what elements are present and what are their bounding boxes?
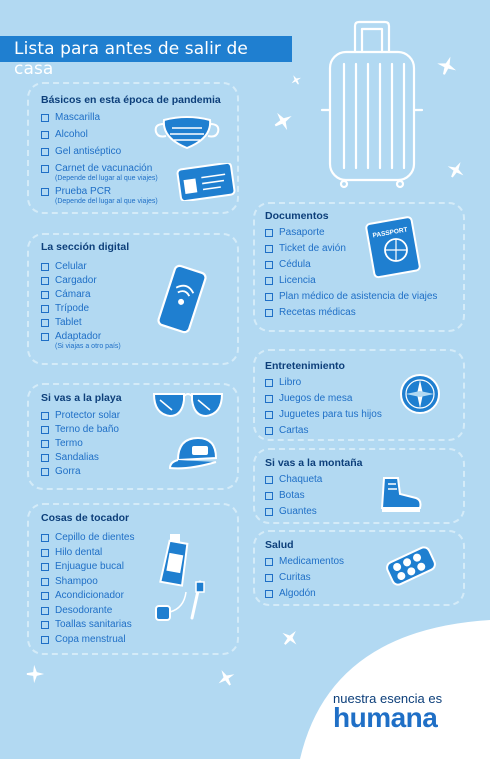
list-item[interactable]: Botas: [265, 490, 322, 506]
page-title: Lista para antes de salir de casa: [14, 39, 248, 79]
list-item[interactable]: Gel antiséptico: [41, 146, 158, 163]
list-item[interactable]: Juguetes para tus hijos: [265, 409, 382, 425]
list-item[interactable]: Carnet de vacunación (Depende del lugar al que viajes): [41, 163, 158, 186]
list-item[interactable]: Chaqueta: [265, 474, 322, 490]
compass-icon: [398, 372, 442, 416]
checklist-pandemia: [41, 112, 158, 209]
checklist-playa: [41, 410, 120, 480]
section-title-entretenimiento: Entretenimiento: [265, 360, 345, 372]
toothbrush-icon: [152, 578, 210, 624]
list-item[interactable]: Terno de baño: [41, 424, 120, 438]
id-card-icon: [176, 163, 236, 201]
checkbox[interactable]: [41, 319, 49, 327]
list-item[interactable]: Copa menstrual: [41, 634, 135, 649]
list-item[interactable]: Tablet: [41, 317, 121, 331]
list-item[interactable]: Adaptador (Si viajas a otro país): [41, 331, 121, 353]
checkbox[interactable]: [41, 131, 49, 139]
checkbox[interactable]: [41, 578, 49, 586]
sunglasses-icon: [150, 388, 226, 424]
checkbox[interactable]: [265, 309, 273, 317]
list-item[interactable]: Ticket de avión: [265, 243, 437, 259]
list-item[interactable]: Mascarilla: [41, 112, 158, 129]
brand-tagline: nuestra esencia es: [333, 691, 443, 706]
section-title-documentos: Documentos: [265, 210, 329, 222]
checkbox[interactable]: [41, 440, 49, 448]
list-item[interactable]: Toallas sanitarias: [41, 619, 135, 634]
checkbox[interactable]: [41, 305, 49, 313]
suitcase-icon: [318, 18, 426, 190]
list-item[interactable]: Algodón: [265, 588, 344, 604]
checkbox[interactable]: [265, 245, 273, 253]
title-banner: [0, 36, 292, 79]
list-item[interactable]: Cargador: [41, 275, 121, 289]
section-title-salud: Salud: [265, 539, 294, 551]
checkbox[interactable]: [265, 427, 273, 435]
checklist-digital: [41, 261, 121, 353]
section-title-tocador: Cosas de tocador: [41, 512, 130, 524]
list-item[interactable]: Libro: [265, 377, 382, 393]
airplane-icon: [272, 110, 294, 132]
list-item[interactable]: Cámara: [41, 289, 121, 303]
checkbox[interactable]: [41, 426, 49, 434]
checklist-salud: [265, 556, 344, 604]
checkbox[interactable]: [265, 574, 273, 582]
list-item[interactable]: Alcohol: [41, 129, 158, 146]
list-item[interactable]: Licencia: [265, 275, 437, 291]
cap-icon: [164, 432, 224, 474]
section-title-pandemia: Básicos en esta época de pandemia: [41, 94, 221, 106]
list-item[interactable]: Celular: [41, 261, 121, 275]
list-item[interactable]: Prueba PCR (Depende del lugar al que viajes): [41, 186, 158, 209]
checkbox[interactable]: [41, 333, 49, 341]
list-item[interactable]: Enjuague bucal: [41, 561, 135, 576]
checkbox[interactable]: [265, 558, 273, 566]
checkbox[interactable]: [265, 277, 273, 285]
checkbox[interactable]: [265, 293, 273, 301]
list-item[interactable]: Plan médico de asistencia de viajes: [265, 291, 437, 307]
list-item[interactable]: Shampoo: [41, 576, 135, 591]
section-title-digital: La sección digital: [41, 241, 130, 253]
list-item[interactable]: Hilo dental: [41, 547, 135, 562]
checkbox[interactable]: [265, 590, 273, 598]
checkbox[interactable]: [41, 549, 49, 557]
checkbox[interactable]: [41, 412, 49, 420]
checkbox[interactable]: [41, 468, 49, 476]
list-item[interactable]: Termo: [41, 438, 120, 452]
checkbox[interactable]: [41, 114, 49, 122]
airplane-icon: [446, 160, 466, 180]
list-item[interactable]: Medicamentos: [265, 556, 344, 572]
checkbox[interactable]: [41, 454, 49, 462]
checkbox[interactable]: [41, 263, 49, 271]
bottom-wave: [0, 620, 490, 759]
checkbox[interactable]: [41, 148, 49, 156]
checkbox[interactable]: [41, 607, 49, 615]
checklist-entretenimiento: [265, 377, 382, 441]
checkbox[interactable]: [41, 563, 49, 571]
list-item[interactable]: Gorra: [41, 466, 120, 480]
checkbox[interactable]: [265, 492, 273, 500]
checkbox[interactable]: [41, 534, 49, 542]
checkbox[interactable]: [265, 411, 273, 419]
checklist-montana: [265, 474, 322, 522]
checkbox[interactable]: [265, 508, 273, 516]
section-title-playa: Si vas a la playa: [41, 392, 122, 404]
pills-icon: [384, 544, 438, 588]
mask-icon: [152, 112, 222, 152]
boot-icon: [376, 474, 424, 514]
checkbox[interactable]: [41, 291, 49, 299]
list-item[interactable]: Sandalias: [41, 452, 120, 466]
checkbox[interactable]: [41, 592, 49, 600]
checkbox[interactable]: [41, 188, 49, 196]
section-title-montana: Si vas a la montaña: [265, 457, 363, 469]
list-item[interactable]: Curitas: [265, 572, 344, 588]
list-item[interactable]: Trípode: [41, 303, 121, 317]
checkbox[interactable]: [41, 165, 49, 173]
airplane-icon: [290, 74, 302, 86]
list-item[interactable]: Juegos de mesa: [265, 393, 382, 409]
list-item[interactable]: Protector solar: [41, 410, 120, 424]
passport-icon: [364, 214, 426, 280]
list-item[interactable]: Cédula: [265, 259, 437, 275]
brand-logo: humana: [333, 702, 438, 733]
checkbox[interactable]: [265, 379, 273, 387]
list-item[interactable]: Pasaporte: [265, 227, 437, 243]
passport-label: PASSPORT: [372, 226, 409, 240]
checkbox[interactable]: [265, 229, 273, 237]
checkbox[interactable]: [265, 261, 273, 269]
list-item[interactable]: Cartas: [265, 425, 382, 441]
checkbox[interactable]: [41, 277, 49, 285]
list-item[interactable]: Cepillo de dientes: [41, 532, 135, 547]
checkbox[interactable]: [265, 476, 273, 484]
list-item[interactable]: Desodorante: [41, 605, 135, 620]
list-item[interactable]: Acondicionador: [41, 590, 135, 605]
list-item[interactable]: Guantes: [265, 506, 322, 522]
phone-icon: [156, 264, 208, 334]
list-item[interactable]: Recetas médicas: [265, 307, 437, 323]
checkbox[interactable]: [265, 395, 273, 403]
airplane-icon: [436, 55, 458, 77]
